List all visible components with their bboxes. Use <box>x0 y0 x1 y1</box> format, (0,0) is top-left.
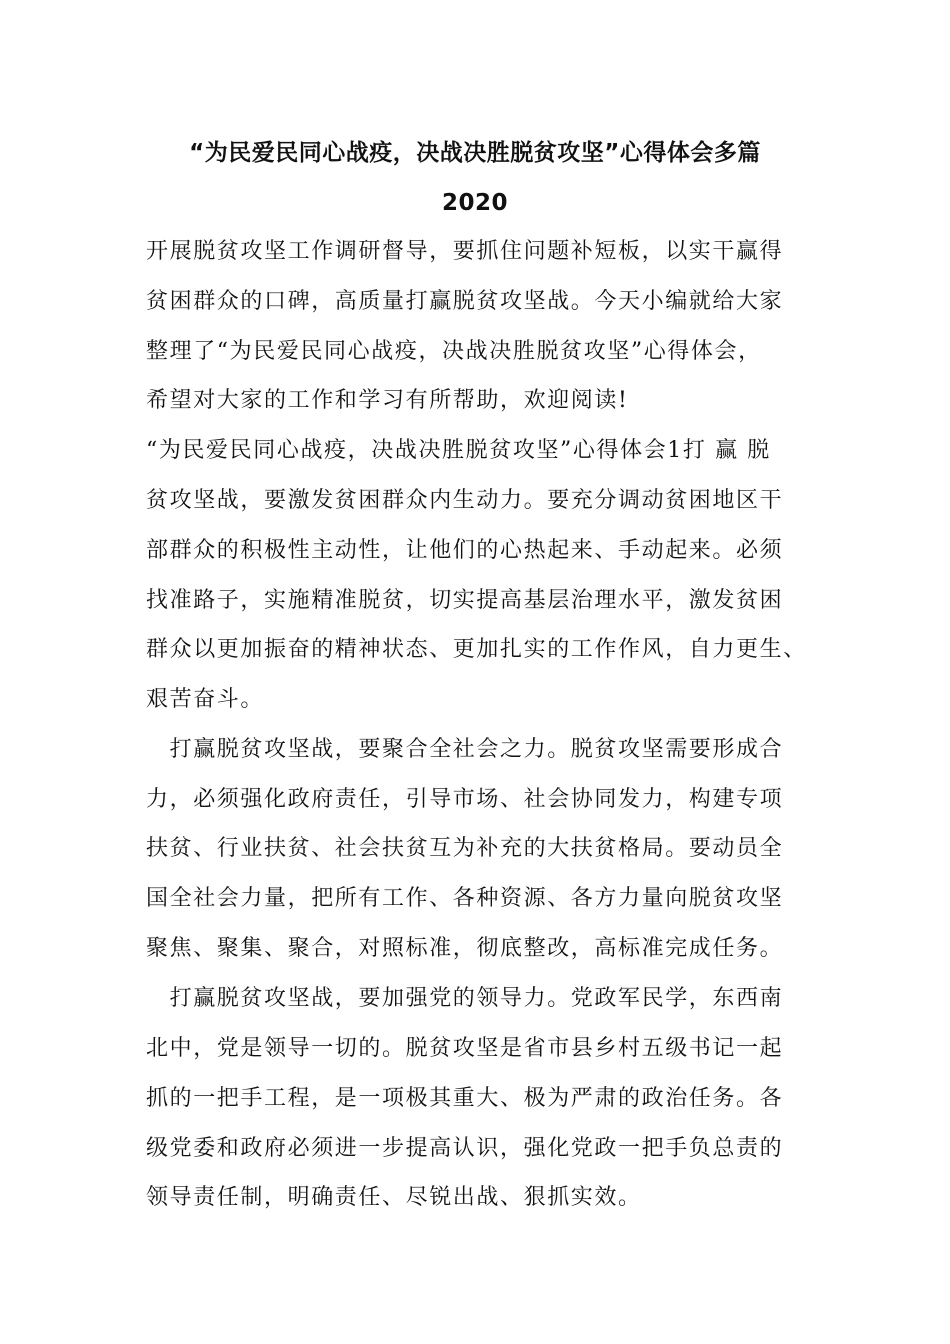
section-1-line-1: “为民爱民同心战疫，决战决胜脱贫攻坚”心得体会1打 赢 脱 <box>146 438 771 463</box>
paragraph-2-line-2: 力，必须强化政府责任，引导市场、社会协同发力，构建专项 <box>146 787 784 812</box>
paragraph-2-line-5: 聚焦、聚集、聚合，对照标准，彻底整改，高标准完成任务。 <box>146 936 784 961</box>
intro-line-2: 贫困群众的口碑，高质量打赢脱贫攻坚战。今天小编就给大家 <box>146 289 784 314</box>
paragraph-2-line-4: 国全社会力量，把所有工作、各种资源、各方力量向脱贫攻坚 <box>146 886 784 911</box>
intro-line-3: 整理了“为民爱民同心战疫，决战决胜脱贫攻坚”心得体会， <box>146 339 762 364</box>
paragraph-3-line-3: 抓的一把手工程，是一项极其重大、极为严肃的政治任务。各 <box>146 1086 784 1111</box>
paragraph-2-line-1: 打赢脱贫攻坚战，要聚合全社会之力。脱贫攻坚需要形成合 <box>146 737 784 762</box>
paragraph-3-line-5: 领导责任制，明确责任、尽锐出战、狠抓实效。 <box>146 1185 642 1210</box>
section-1-line-6: 艰苦奋斗。 <box>146 687 265 712</box>
document-title-year: 2020 <box>441 190 508 216</box>
paragraph-3-line-4: 级党委和政府必须进一步提高认识，强化党政一把手负总责的 <box>146 1136 784 1161</box>
intro-line-4: 希望对大家的工作和学习有所帮助，欢迎阅读! <box>146 388 629 413</box>
paragraph-2-line-3: 扶贫、行业扶贫、社会扶贫互为补充的大扶贫格局。要动员全 <box>146 836 784 861</box>
document-title: “为民爱民同心战疫，决战决胜脱贫攻坚”心得体会多篇 <box>189 140 761 166</box>
section-1-line-3: 部群众的积极性主动性，让他们的心热起来、手动起来。必须 <box>146 538 784 563</box>
intro-line-1: 开展脱贫攻坚工作调研督导，要抓住问题补短板，以实干赢得 <box>146 239 784 264</box>
section-1-line-5: 群众以更加振奋的精神状态、更加扎实的工作作风，自力更生、 <box>146 637 807 662</box>
paragraph-3-line-1: 打赢脱贫攻坚战，要加强党的领导力。党政军民学，东西南 <box>146 986 784 1011</box>
section-1-line-4: 找准路子，实施精准脱贫，切实提高基层治理水平，激发贫困 <box>146 588 784 613</box>
section-1-line-2: 贫攻坚战，要激发贫困群众内生动力。要充分调动贫困地区干 <box>146 488 784 513</box>
paragraph-3-line-2: 北中，党是领导一切的。脱贫攻坚是省市县乡村五级书记一起 <box>146 1036 784 1061</box>
